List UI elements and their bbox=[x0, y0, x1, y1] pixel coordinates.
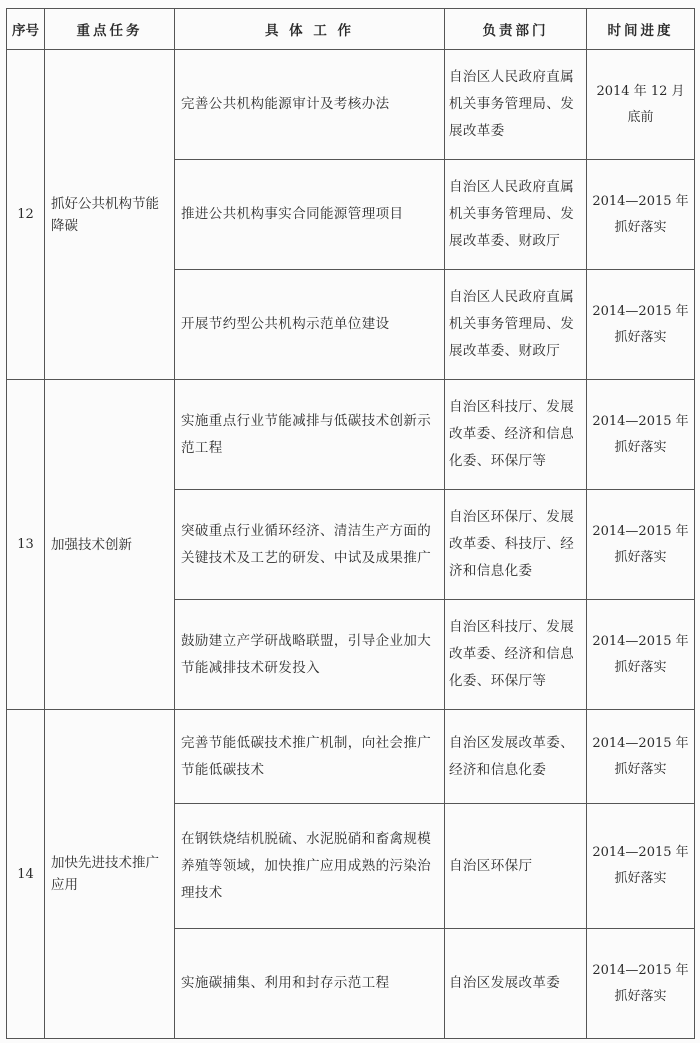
schedule-period: 2014—2015 年 bbox=[592, 845, 689, 860]
department: 自治区环保厅、发展改革委、科技厅、经济和信息化委 bbox=[445, 490, 587, 600]
header-work: 具 体 工 作 bbox=[175, 9, 445, 50]
schedule bbox=[587, 270, 695, 380]
schedule-status: 抓好落实 bbox=[614, 761, 667, 777]
row-number: 12 bbox=[7, 50, 45, 380]
key-task: 加快先进技术推广应用 bbox=[45, 710, 175, 1039]
department: 自治区环保厅 bbox=[445, 804, 587, 929]
schedule bbox=[587, 50, 695, 160]
schedule bbox=[587, 490, 695, 600]
work-item: 实施碳捕集、利用和封存示范工程 bbox=[175, 929, 445, 1039]
header-time: 时间进度 bbox=[587, 9, 695, 50]
work-item: 突破重点行业循环经济、清洁生产方面的关键技术及工艺的研发、中试及成果推广 bbox=[175, 490, 445, 600]
department: 自治区人民政府直属机关事务管理局、发展改革委、财政厅 bbox=[445, 270, 587, 380]
schedule-period: 2014—2015 年 bbox=[592, 193, 689, 209]
department: 自治区人民政府直属机关事务管理局、发展改革委、财政厅 bbox=[445, 160, 587, 270]
header-no: 序号 bbox=[7, 9, 45, 50]
schedule-status: 抓好落实 bbox=[614, 549, 667, 565]
header-task: 重点任务 bbox=[45, 9, 175, 50]
schedule bbox=[587, 804, 695, 929]
schedule-period: 2014—2015 年 bbox=[592, 523, 689, 539]
schedule bbox=[587, 929, 695, 1039]
schedule bbox=[587, 710, 695, 804]
work-item: 推进公共机构事实合同能源管理项目 bbox=[175, 160, 445, 270]
schedule-period: 2014—2015 年 bbox=[592, 633, 689, 649]
work-item: 完善节能低碳技术推广机制，向社会推广节能低碳技术 bbox=[175, 710, 445, 804]
schedule-status: 抓好落实 bbox=[614, 988, 667, 1004]
schedule bbox=[587, 160, 695, 270]
header-dept: 负责部门 bbox=[445, 9, 587, 50]
table-row bbox=[7, 380, 695, 490]
schedule-status: 抓好落实 bbox=[614, 329, 667, 345]
work-item: 鼓励建立产学研战略联盟，引导企业加大节能减排技术研发投入 bbox=[175, 600, 445, 710]
task-table bbox=[6, 8, 695, 1039]
table-row bbox=[7, 50, 695, 160]
department: 自治区发展改革委 bbox=[445, 929, 587, 1039]
header-row bbox=[7, 9, 695, 50]
work-item: 开展节约型公共机构示范单位建设 bbox=[175, 270, 445, 380]
key-task: 抓好公共机构节能降碳 bbox=[45, 50, 175, 380]
department: 自治区科技厅、发展改革委、经济和信息化委、环保厅等 bbox=[445, 600, 587, 710]
schedule-period: 2014 年 12 月 bbox=[596, 83, 685, 99]
row-number: 14 bbox=[7, 710, 45, 1039]
schedule-period: 2014—2015 年 bbox=[592, 303, 689, 319]
schedule-status: 抓好落实 bbox=[614, 439, 667, 455]
schedule-status: 抓好落实 bbox=[614, 659, 667, 675]
department: 自治区科技厅、发展改革委、经济和信息化委、环保厅等 bbox=[445, 380, 587, 490]
schedule-period: 2014—2015 年 bbox=[592, 735, 689, 751]
schedule-period: 2014—2015 年 bbox=[592, 962, 689, 978]
department: 自治区人民政府直属机关事务管理局、发展改革委 bbox=[445, 50, 587, 160]
row-number: 13 bbox=[7, 380, 45, 710]
department: 自治区发展改革委、经济和信息化委 bbox=[445, 710, 587, 804]
work-item: 实施重点行业节能减排与低碳技术创新示范工程 bbox=[175, 380, 445, 490]
schedule-period: 2014—2015 年 bbox=[592, 413, 689, 429]
table-row bbox=[7, 710, 695, 804]
schedule-status: 底前 bbox=[627, 109, 654, 125]
schedule bbox=[587, 380, 695, 490]
key-task: 加强技术创新 bbox=[45, 380, 175, 710]
schedule-status: 抓好落实 bbox=[614, 871, 667, 886]
schedule bbox=[587, 600, 695, 710]
schedule-status: 抓好落实 bbox=[614, 219, 667, 235]
work-item: 在钢铁烧结机脱硫、水泥脱硝和畜禽规模养殖等领域，加快推广应用成熟的污染治理技术 bbox=[175, 804, 445, 929]
work-item: 完善公共机构能源审计及考核办法 bbox=[175, 50, 445, 160]
